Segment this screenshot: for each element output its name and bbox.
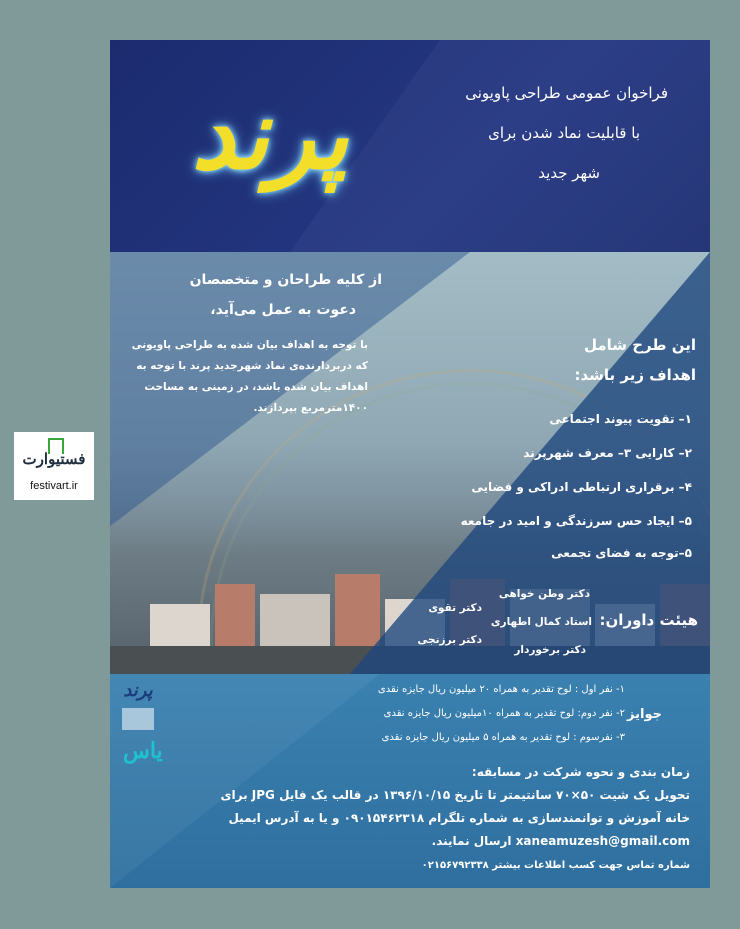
jury-name: دکتر برخوردار — [514, 644, 586, 656]
goals-title — [575, 330, 697, 390]
schedule-title: زمان بندی و نحوه شرکت در مسابقه: — [471, 765, 690, 779]
goal-item: ۴– برقراری ارتباطی ادراکی و فضایی — [471, 480, 692, 494]
sponsor-logos — [116, 680, 163, 800]
poster — [110, 40, 710, 888]
sponsor-logo-1: پرند — [123, 680, 153, 701]
schedule-line: خانه آموزش و توانمندسازی به شماره تلگرام ۰۹۰۱۵۴۶۲۳۱۸ و یا به آدرس ایمیل — [228, 811, 690, 825]
prize-row: ۲- نفر دوم: لوح تقدیر به همراه ۱۰میلیون ریال جایزه نقدی — [383, 708, 625, 719]
jury-name: دکتر وطن خواهی — [498, 588, 590, 600]
schedule-line: xaneamuzesh@gmail.com ارسال نمایند. — [431, 834, 690, 848]
sponsor-logo-3: یاس — [123, 738, 163, 764]
invite-title-2: دعوت به عمل می‌آید، — [210, 302, 356, 318]
invite-body: با توجه به اهداف بیان شده به طراحی پاویونی که دربردارنده‌ی نماد شهرجدید پرند با توجه به اهداف بیان شده باشد، در زمینی به مساحت ۱۴۰۰مترمربع بپردازند. — [131, 339, 368, 414]
prize-label: جوایز — [627, 707, 662, 722]
schedule-line: تحویل یک شیت ۵۰×۷۰ سانتیمتر تا تاریخ ۱۳۹۶/۱۰/۱۵ در قالب یک فایل JPG برای — [220, 788, 690, 802]
goals-title-1: این طرح شامل — [583, 336, 696, 354]
prize-row: ۳- نفرسوم : لوح تقدیر به همراه ۵ میلیون ریال جایزه نقدی — [381, 732, 625, 743]
festivart-url[interactable]: festivart.ir — [30, 480, 78, 492]
festivart-logo-mark: فستیوارت — [22, 438, 86, 476]
goal-item: ۲– کارایی ۳– معرف شهرپرند — [523, 446, 692, 460]
poster-logo-word: پرند — [191, 78, 349, 191]
invite-title-1: از کلیه طراحان و متخصصان — [189, 272, 382, 288]
prize-row: ۱- نفر اول : لوح تقدیر به همراه ۲۰ میلیون ریال جایزه نقدی — [377, 684, 625, 695]
festivart-logo[interactable] — [14, 432, 94, 500]
goal-item: ۵– ایجاد حس سرزندگی و امید در جامعه — [460, 514, 692, 528]
header-line-2: با قابلیت نماد شدن برای — [488, 124, 640, 142]
jury-name: دکتر برزنجی — [417, 634, 482, 646]
bottom-band — [110, 674, 710, 888]
header-line-1: فراخوان عمومی طراحی پاویونی — [465, 84, 668, 102]
goal-item: ۵–توجه به فضای تجمعی — [551, 546, 692, 560]
contact-line: شماره تماس جهت کسب اطلاعات بیشتر ۰۲۱۵۶۷۹۲۳۳۸ — [421, 860, 690, 871]
logo-icon — [48, 438, 64, 454]
jury-label: هیئت داوران: — [599, 611, 698, 629]
goals-title-2: اهداف زیر باشد: — [574, 366, 696, 384]
header-line-3: شهر جدید — [538, 164, 600, 182]
goal-item: ۱– تقویت پیوند اجتماعی — [549, 412, 692, 426]
jury-name: دکتر تقوی — [428, 602, 482, 614]
jury-name: استاد کمال اطهاری — [490, 616, 592, 628]
sponsor-logo-2 — [122, 708, 154, 730]
